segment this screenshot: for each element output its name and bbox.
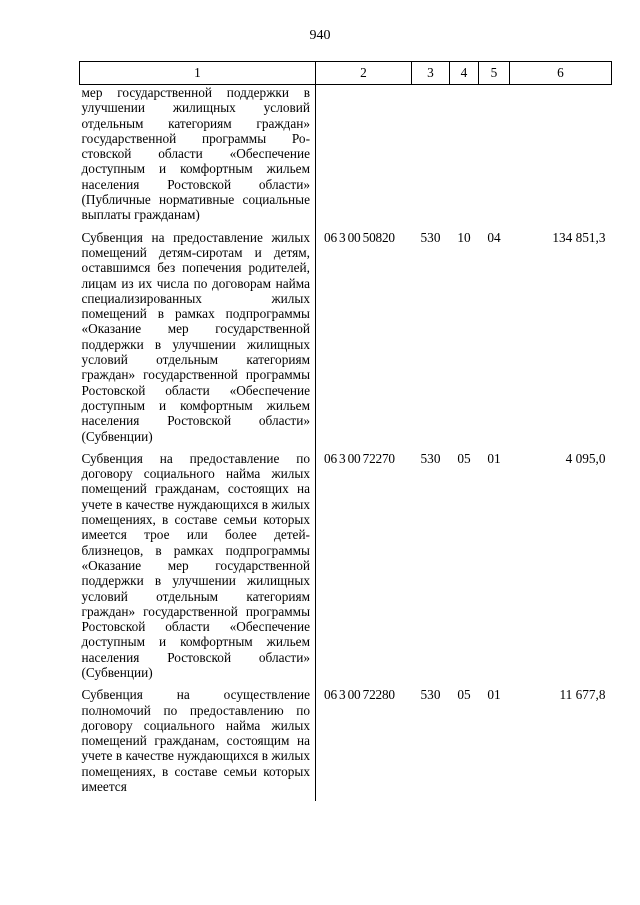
row-subsection: 04 xyxy=(487,229,501,245)
table-row xyxy=(80,85,612,230)
budget-table xyxy=(79,61,612,801)
row-name: Субвенция на осуществление полномочий по предоставлению по договору социального найма жилых помещений гражданам, состоящим на учете в качестве нуждающихся в жилых помещениях, в составе семьи которых имеется xyxy=(80,687,316,801)
table-row xyxy=(80,451,612,687)
row-expense-type: 530 xyxy=(420,229,441,245)
row-amount: 4 095,0 xyxy=(565,450,606,466)
row-expense-type: 530 xyxy=(420,450,441,466)
table-row xyxy=(80,230,612,451)
row-target-article: 06 3 00 50820 xyxy=(324,229,395,245)
row-section: 10 xyxy=(457,229,471,245)
row-name: Субвенция на предоставление жилых помещений детям-сиротам и детям, оставшимся без попечения родителей, лицам из их числа по договорам найма специализированных жилых помещений в рамках подпрограммы «Оказание мер государственной поддержки в улучшении жилищных условий отдельным категориям граждан» государственной программы Ростовской области «Обеспечение доступным и комфортным жильем населения Ростовской области» (Субвенции) xyxy=(80,230,316,451)
row-name: Субвенция на предоставление по договору социального найма жилых помещений гражданам, состоящих на учете в качестве нуждающихся в жилых помещениях, в составе семьи которых имеется трое или более детей-близнецов, в рамках подпрограммы «Оказание мер государственной поддержки в улучшении жилищных условий отдельным категориям граждан» государственной программы Ростовской области «Обеспечение доступным и комфортным жильем населения Ростовской области» (Субвенции) xyxy=(80,451,316,687)
row-target-article xyxy=(316,85,412,230)
header-col-1: 1 xyxy=(80,62,316,85)
row-name: мер государственной поддержки в улучшении жилищных условий отдельным категориям граждан» государственной программы Ростовской области «Обеспечение доступным и комфортным жильем населения Ростовской области» (Публичные нормативные социальные выплаты гражданам) xyxy=(80,85,316,230)
row-expense-type xyxy=(412,85,450,230)
row-section xyxy=(450,85,479,230)
row-amount: 11 677,8 xyxy=(559,687,606,703)
page-number: 940 xyxy=(309,28,331,43)
row-section: 05 xyxy=(457,687,471,703)
header-col-4: 4 xyxy=(450,62,479,85)
row-amount xyxy=(510,85,612,230)
row-subsection: 01 xyxy=(487,687,501,703)
table-header-row xyxy=(80,62,612,85)
row-subsection xyxy=(479,85,510,230)
row-amount: 134 851,3 xyxy=(552,229,606,245)
header-col-2: 2 xyxy=(316,62,412,85)
row-section: 05 xyxy=(457,450,471,466)
header-col-3: 3 xyxy=(412,62,450,85)
row-subsection: 01 xyxy=(487,450,501,466)
header-col-6: 6 xyxy=(510,62,612,85)
table-row xyxy=(80,687,612,801)
header-col-5: 5 xyxy=(479,62,510,85)
row-target-article: 06 3 00 72270 xyxy=(324,450,395,466)
row-target-article: 06 3 00 72280 xyxy=(324,687,395,703)
row-expense-type: 530 xyxy=(420,687,441,703)
